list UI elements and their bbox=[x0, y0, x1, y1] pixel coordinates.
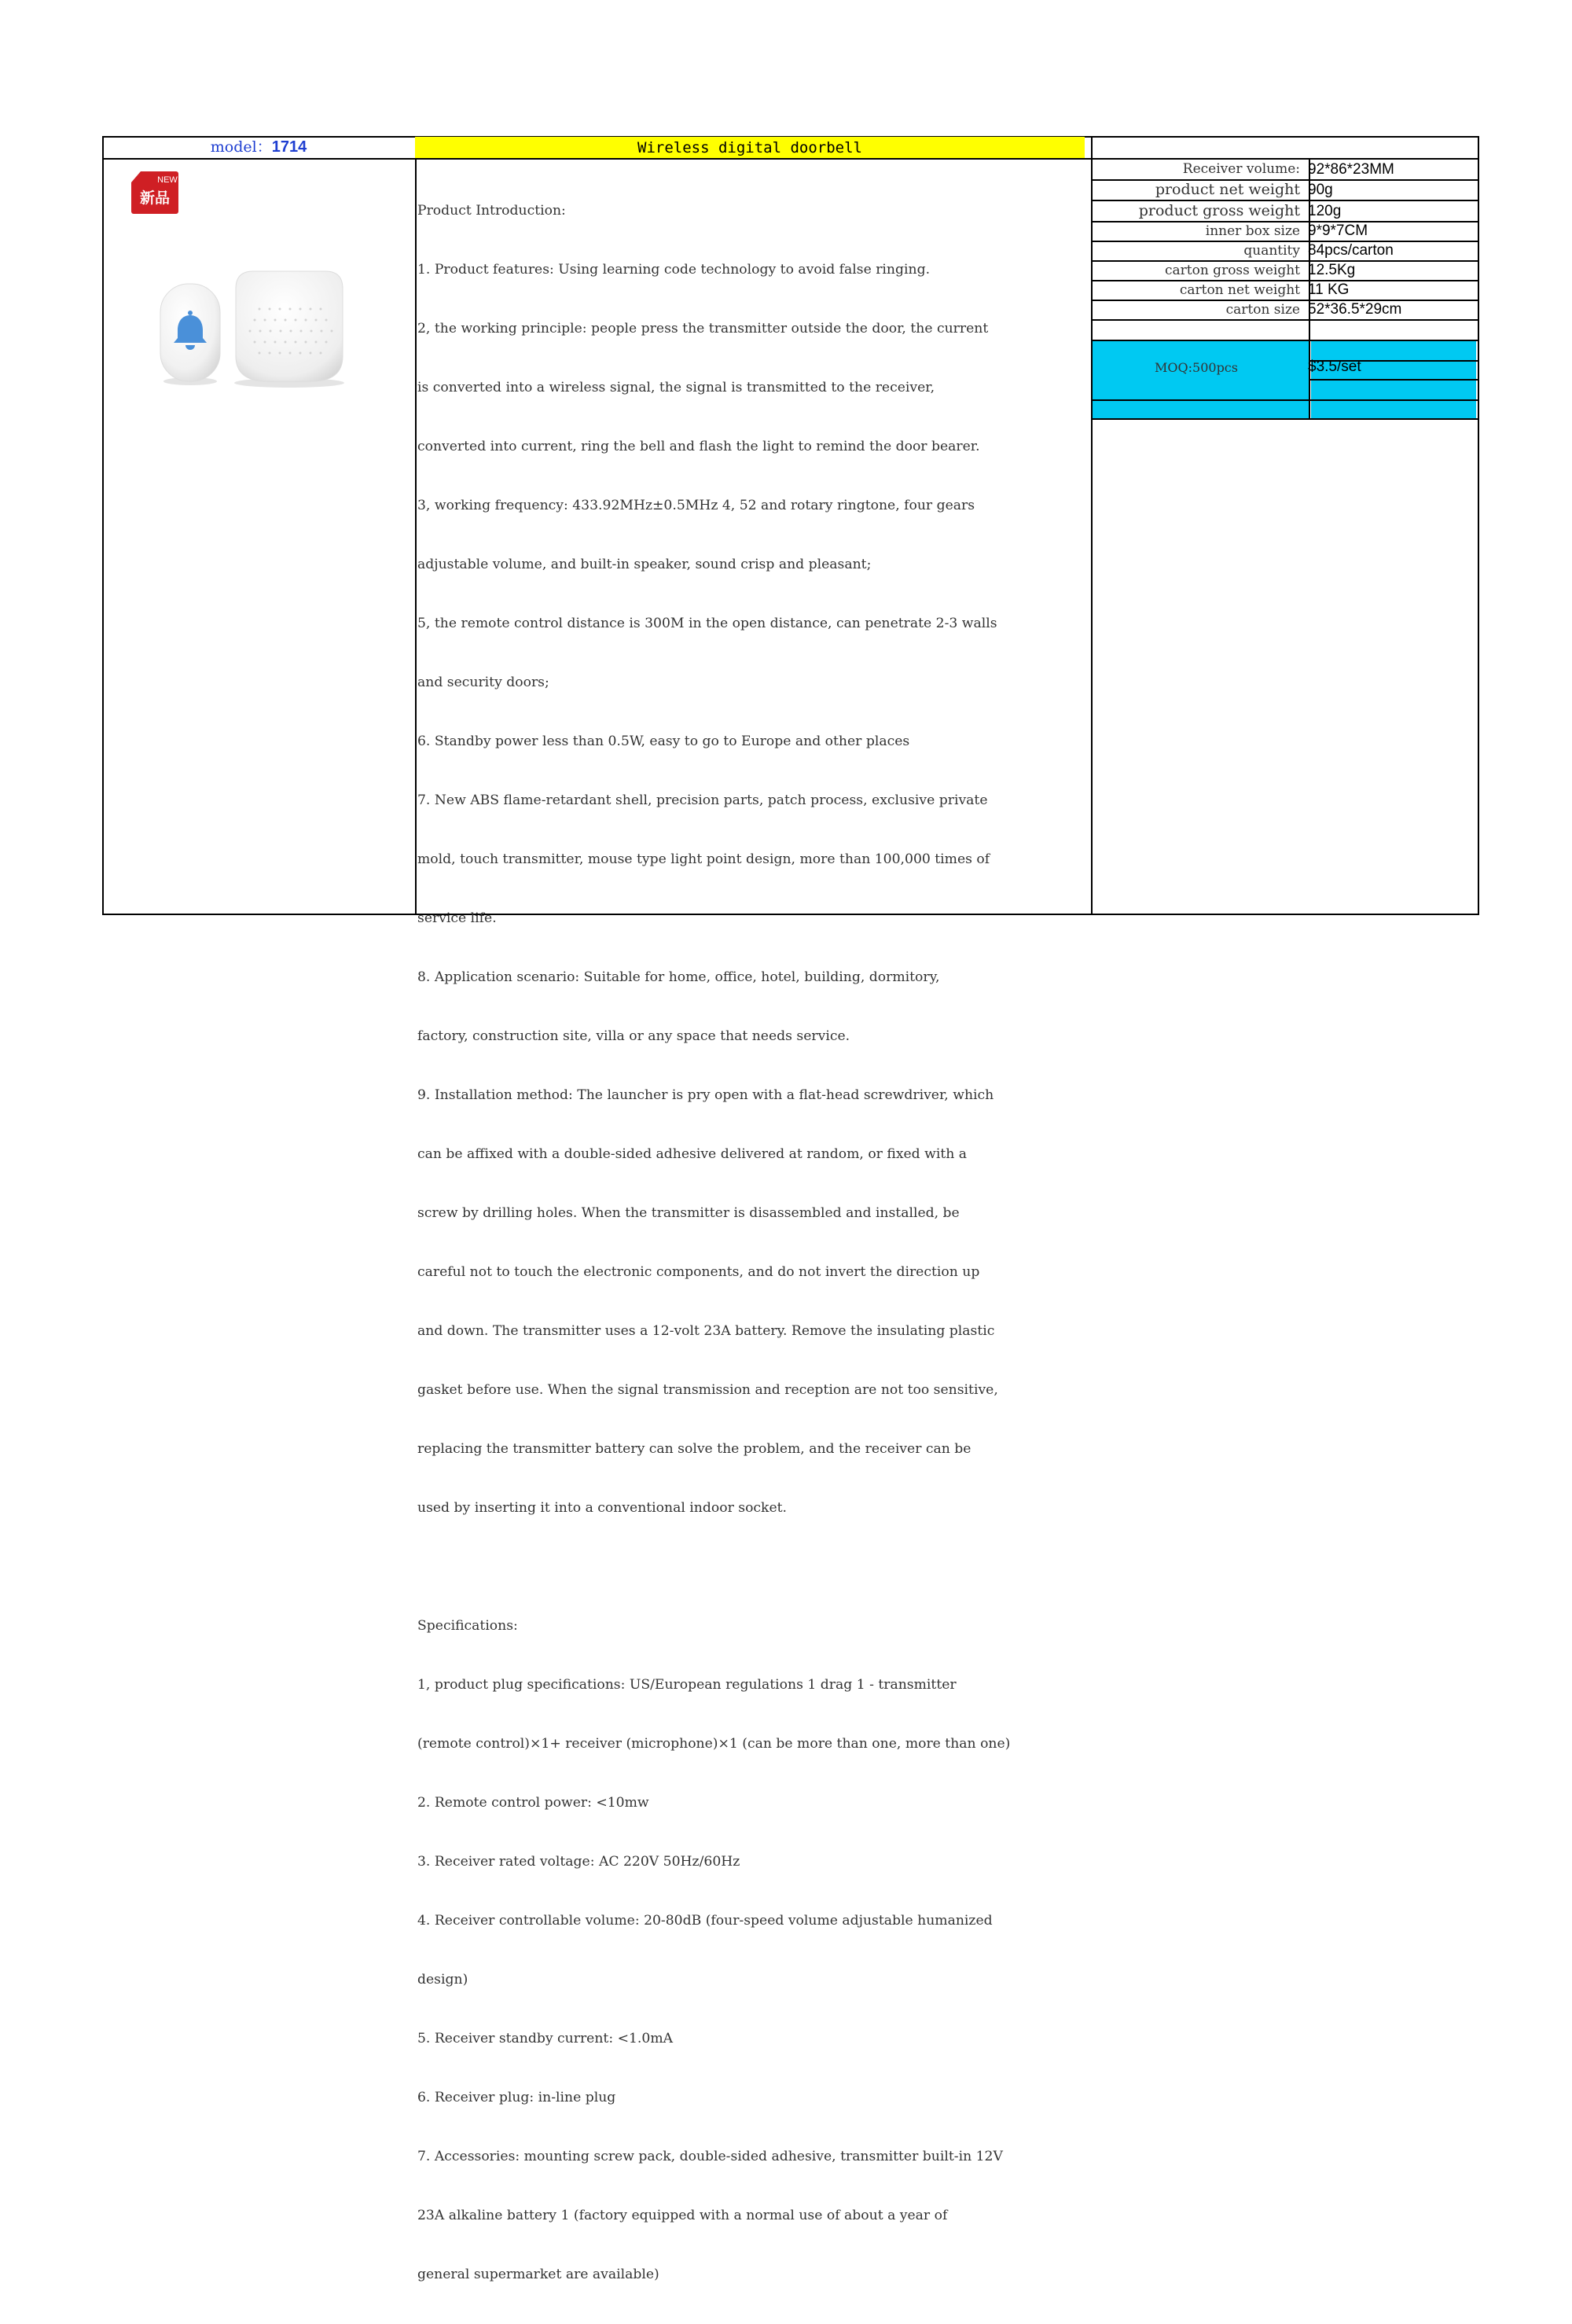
description-line: gasket before use. When the signal transmission and reception are not too sensitive, bbox=[417, 1382, 998, 1398]
spec-value: 52*36.5*29cm bbox=[1308, 301, 1402, 318]
description-line: general supermarket are available) bbox=[417, 2267, 659, 2282]
spec-row-line bbox=[1091, 200, 1479, 201]
description-line: service life. bbox=[417, 910, 497, 926]
spec-value: 90g bbox=[1308, 182, 1333, 198]
model-number: 1714 bbox=[271, 138, 307, 156]
description-line: (remote control)×1+ receiver (microphone)×1 (can be more than one, more than one) bbox=[417, 1736, 1011, 1752]
description-line: converted into current, ring the bell and flash the light to remind the door bearer. bbox=[417, 439, 980, 454]
description-line: screw by drilling holes. When the transmitter is disassembled and installed, be bbox=[417, 1205, 960, 1221]
description-line: and down. The transmitter uses a 12-volt 23A battery. Remove the insulating plastic bbox=[417, 1323, 995, 1339]
description-line: 9. Installation method: The launcher is pry open with a flat-head screwdriver, which bbox=[417, 1087, 994, 1103]
description-line: 3. Receiver rated voltage: AC 220V 50Hz/60Hz bbox=[417, 1854, 740, 1870]
description-line: 3, working frequency: 433.92MHz±0.5MHz 4, 52 and rotary ringtone, four gears bbox=[417, 498, 975, 513]
description-line: 2. Remote control power: <10mw bbox=[417, 1795, 649, 1811]
badge-new-text: NEW bbox=[157, 175, 178, 185]
description-line: 5. Receiver standby current: <1.0mA bbox=[417, 2031, 674, 2046]
spec-value: 9*9*7CM bbox=[1308, 222, 1368, 239]
spec-label: inner box size bbox=[1205, 223, 1300, 239]
description-line: 2, the working principle: people press the transmitter outside the door, the current bbox=[417, 321, 989, 336]
spec-value: 11 KG bbox=[1308, 281, 1350, 298]
description-line: replacing the transmitter battery can solve the problem, and the receiver can be bbox=[417, 1441, 971, 1457]
spec-value: 84pcs/carton bbox=[1308, 242, 1394, 259]
description-line: 8. Application scenario: Suitable for home, office, hotel, building, dormitory, bbox=[417, 969, 940, 985]
description-line: 23A alkaline battery 1 (factory equipped with a normal use of about a year of bbox=[417, 2208, 948, 2223]
spec-label: quantity bbox=[1243, 243, 1300, 259]
spec-value: 92*86*23MM bbox=[1308, 161, 1394, 178]
description-line: 1, product plug specifications: US/European regulations 1 drag 1 - transmitter bbox=[417, 1677, 957, 1693]
description-line: 1. Product features: Using learning code technology to avoid false ringing. bbox=[417, 262, 931, 278]
description-line: factory, construction site, villa or any space that needs service. bbox=[417, 1028, 850, 1044]
spec-label: carton net weight bbox=[1179, 282, 1300, 298]
description-line: adjustable volume, and built-in speaker, sound crisp and pleasant; bbox=[417, 557, 872, 572]
price-text: $3.5/set bbox=[1308, 359, 1361, 375]
spec-label: product net weight bbox=[1155, 181, 1300, 198]
column-divider-1 bbox=[415, 136, 417, 915]
badge-zh-text: 新品 bbox=[139, 189, 171, 207]
spec-label: Receiver volume: bbox=[1182, 161, 1300, 177]
description-line: careful not to touch the electronic components, and do not invert the direction up bbox=[417, 1264, 980, 1280]
description-line: and security doors; bbox=[417, 675, 549, 690]
description-line: 4. Receiver controllable volume: 20-80dB (four-speed volume adjustable humanized bbox=[417, 1913, 993, 1929]
description-line: design) bbox=[417, 1972, 468, 1988]
description-line: 6. Standby power less than 0.5W, easy to go to Europe and other places bbox=[417, 734, 910, 749]
price-row-line bbox=[1091, 418, 1479, 420]
spec-label: carton gross weight bbox=[1164, 263, 1300, 278]
spec-row-line bbox=[1091, 340, 1479, 341]
model-cell bbox=[104, 136, 413, 158]
description-line: 7. Accessories: mounting screw pack, double-sided adhesive, transmitter built-in 12V bbox=[417, 2149, 1003, 2164]
header-divider bbox=[102, 158, 1479, 160]
description-line: can be affixed with a double-sided adhesive delivered at random, or fixed with a bbox=[417, 1146, 968, 1162]
description-line: mold, touch transmitter, mouse type light point design, more than 100,000 times of bbox=[417, 851, 990, 867]
price-row-line bbox=[1091, 399, 1479, 401]
description-line: used by inserting it into a conventional indoor socket. bbox=[417, 1500, 787, 1516]
description-line: 6. Receiver plug: in-line plug bbox=[417, 2090, 616, 2105]
spec-value: 12.5Kg bbox=[1308, 262, 1356, 278]
model-label: model： bbox=[210, 138, 272, 156]
product-description bbox=[417, 162, 1085, 2324]
spec-label: product gross weight bbox=[1138, 202, 1300, 219]
doorbell-product-image bbox=[157, 263, 346, 389]
new-product-badge bbox=[131, 170, 178, 214]
spec-label: carton size bbox=[1225, 302, 1300, 318]
price-row-line bbox=[1309, 379, 1479, 381]
description-line: 5, the remote control distance is 300M in the open distance, can penetrate 2-3 walls bbox=[417, 616, 997, 631]
product-title: Wireless digital doorbell bbox=[415, 137, 1085, 158]
spec-row-line bbox=[1091, 319, 1479, 321]
description-line: is converted into a wireless signal, the signal is transmitted to the receiver, bbox=[417, 380, 935, 395]
description-line: 7. New ABS flame-retardant shell, precision parts, patch process, exclusive private bbox=[417, 792, 988, 808]
description-line: Product Introduction: bbox=[417, 203, 566, 219]
description-line: Specifications: bbox=[417, 1618, 518, 1634]
spec-value: 120g bbox=[1308, 203, 1342, 219]
description-line bbox=[417, 1557, 1085, 1577]
moq-text: MOQ:500pcs bbox=[1155, 360, 1238, 375]
